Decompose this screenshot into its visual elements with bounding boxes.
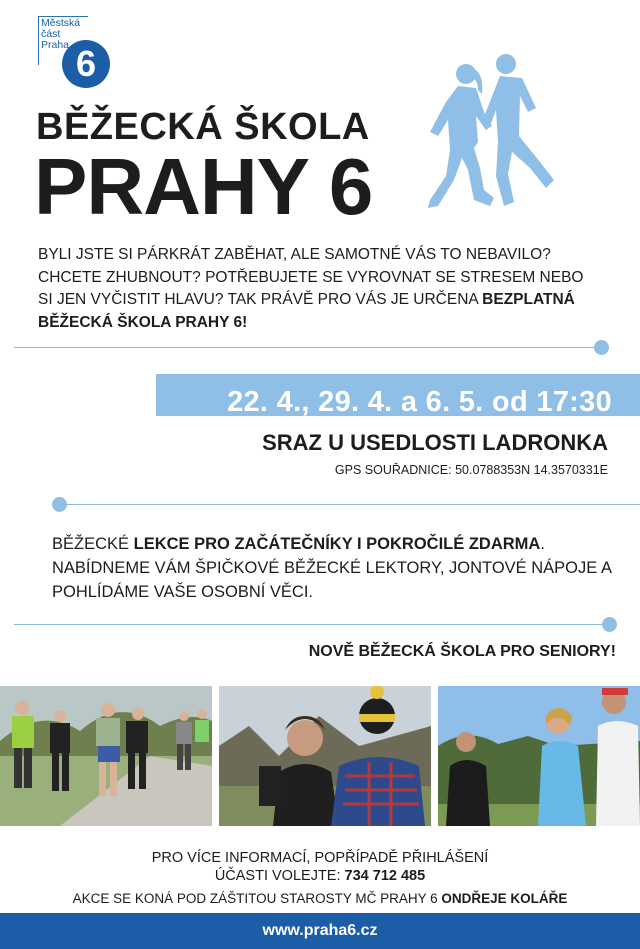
patron-text: AKCE SE KONÁ POD ZÁŠTITOU STAROSTY MČ PRAHY 6	[72, 891, 442, 906]
lessons-prefix: BĚŽECKÉ	[52, 535, 134, 553]
website-link[interactable]: www.praha6.cz	[262, 922, 378, 939]
logo-line-1: Městská	[41, 17, 81, 29]
seniors-announcement: NOVĚ BĚŽECKÁ ŠKOLA PRO SENIORY!	[308, 643, 616, 660]
runners-silhouette-icon	[424, 50, 564, 220]
intro-text: BYLI JSTE SI PÁRKRÁT ZABĚHAT, ALE SAMOTNÉ VÁS TO NEBAVILO? CHCETE ZHUBNOUT? POTŘEBUJETE SE VYROVNAT SE STRESEM NEBO SI JEN VYČISTIT HLAVU? TAK PRÁVĚ PRO VÁS JE URČENA	[38, 246, 584, 308]
footer-phone-line	[0, 868, 640, 884]
lessons-paragraph	[52, 532, 622, 604]
patron-name: ONDŘEJE KOLÁŘE	[441, 891, 568, 906]
photo-group-run	[0, 686, 212, 826]
intro-highlight: BEZPLATNÁ BĚŽECKÁ ŠKOLA PRAHY 6!	[38, 291, 575, 331]
meeting-place: SRAZ U USEDLOSTI LADRONKA	[262, 430, 608, 455]
gps-coordinates: GPS SOUŘADNICE: 50.0788353N 14.3570331E	[334, 463, 608, 477]
divider-line	[60, 504, 640, 505]
intro-paragraph	[38, 244, 598, 334]
divider-line	[14, 347, 604, 348]
divider-line	[14, 624, 610, 625]
date-text: 22. 4., 29. 4. a 6. 5. od 17:30	[227, 386, 612, 418]
title-line-1: BĚŽECKÁ ŠKOLA	[36, 106, 370, 148]
phone-number[interactable]: 734 712 485	[344, 868, 426, 884]
divider-dot	[594, 340, 609, 355]
divider-dot	[602, 617, 617, 632]
lessons-suffix: . NABÍDNEME VÁM ŠPIČKOVÉ BĚŽECKÉ LEKTORY, JONTOVÉ NÁPOJE A POHLÍDÁME VAŠE OSOBNÍ VĚCI.	[52, 535, 612, 601]
logo-line-2: část	[41, 28, 61, 40]
title-line-2: PRAHY 6	[34, 142, 373, 231]
photo-runners-park	[438, 686, 640, 826]
logo-number-badge: 6	[62, 40, 110, 88]
footer-patron-line	[0, 891, 640, 906]
photo-interview	[219, 686, 431, 826]
footer-info-line: PRO VÍCE INFORMACÍ, POPŘÍPADĚ PŘIHLÁŠENÍ	[151, 850, 489, 866]
logo-line-3: Praha	[41, 39, 70, 51]
phone-label: ÚČASTI VOLEJTE:	[214, 868, 345, 884]
lessons-highlight: LEKCE PRO ZAČÁTEČNÍKY I POKROČILÉ ZDARMA	[133, 535, 541, 553]
